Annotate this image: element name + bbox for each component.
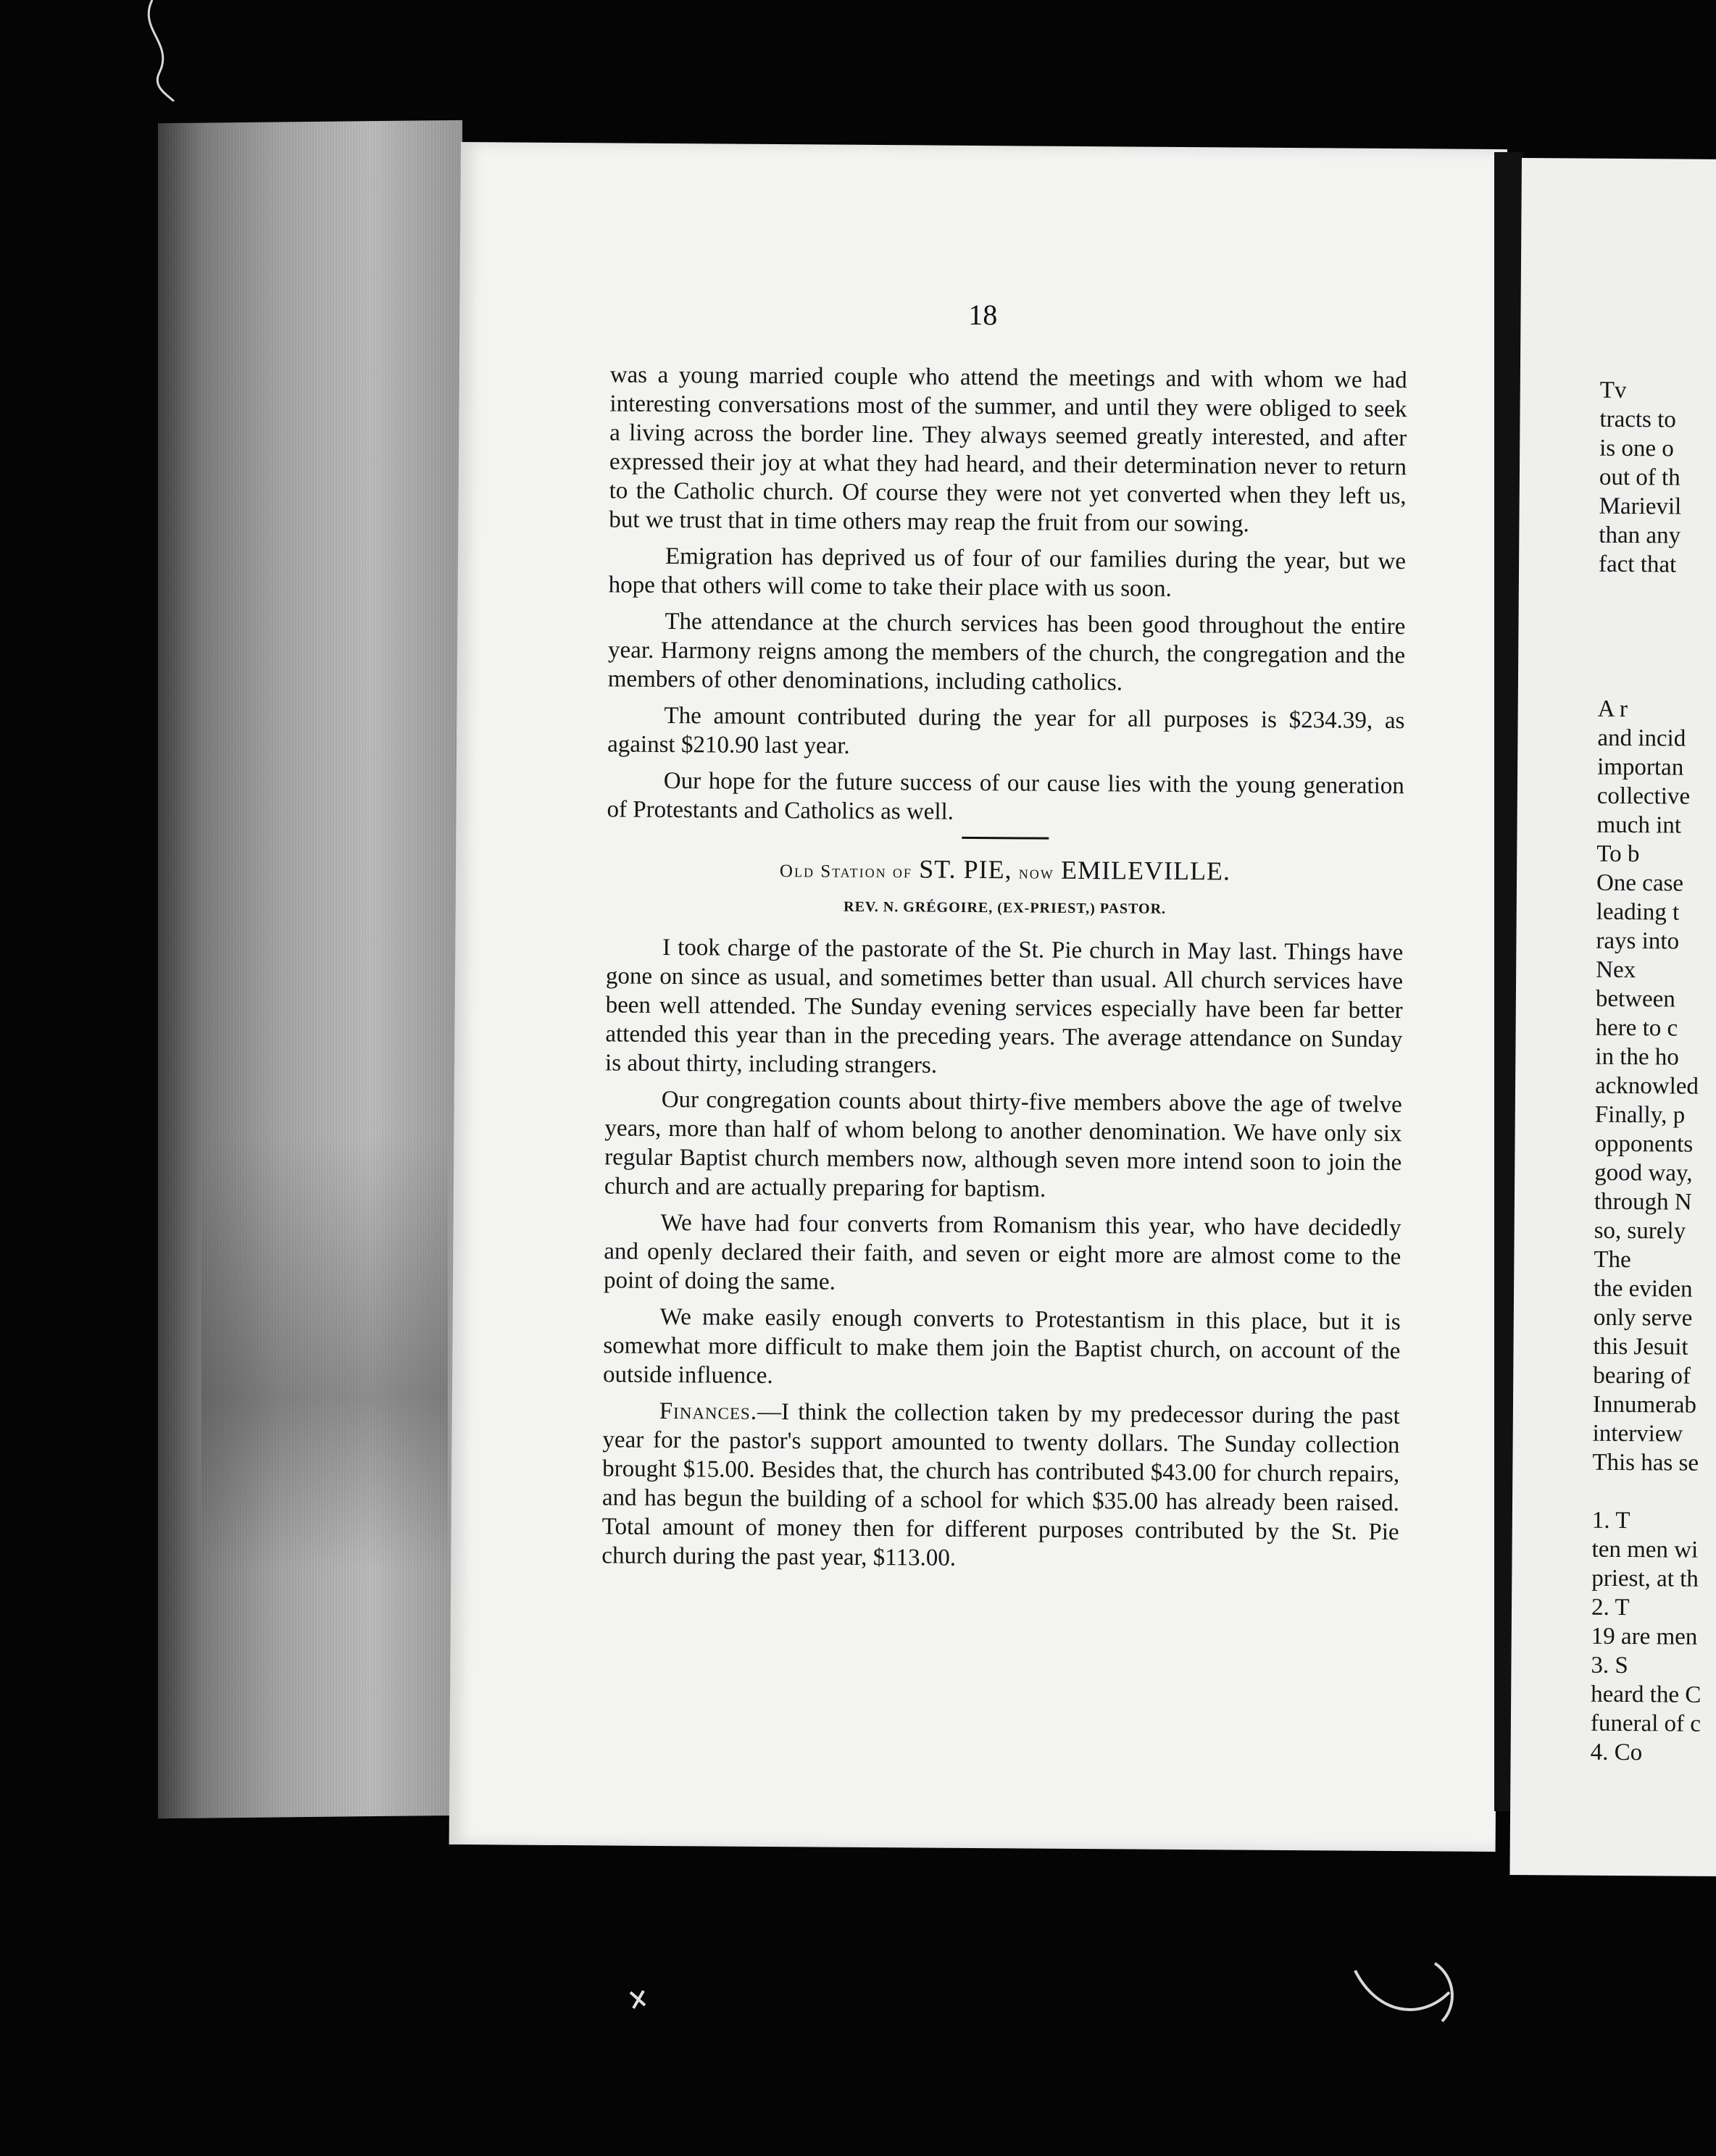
facing-page-line: interview [1592,1420,1683,1447]
facing-page-line: in the ho [1595,1043,1679,1071]
facing-page-line: is one o [1599,435,1674,462]
heading-st-pie: ST. PIE, [919,854,1012,885]
facing-page-line: 2. T [1591,1594,1630,1621]
facing-page-line: Finally, p [1594,1101,1686,1129]
facing-page-line: Marievil [1599,493,1682,520]
facing-page-line: A r [1597,695,1628,723]
facing-page-line [1598,666,1716,696]
facing-page-line: than any [1599,522,1681,549]
facing-page-line: One case [1596,869,1684,897]
paragraph: The attendance at the church services has been good throughout the entire year. Harmony reigns among the members of the church, the congregation and the members of other denominations, including catholics. [607,608,1406,696]
facing-page-line: leading t [1596,898,1680,926]
paragraph: I took charge of the pastorate of the St. Pie church in May last. Things have gone on since as usual, and sometimes better than usual. All church services have been well attended. The Sunday evening services especially have been far better attended this year than in the preceding years. The average attendance on Sunday is about thirty, including strangers. [605,934,1404,1079]
film-speck-bottom [623,1985,652,2014]
facing-page-line: 1. T [1591,1507,1630,1534]
facing-page-line: heard the C [1591,1681,1702,1708]
facing-page-line: priest, at th [1591,1565,1699,1592]
paragraph: The amount contributed during the year for all purposes is $234.39, as against $210.90 last year. [607,702,1405,759]
facing-page-line: ten men wi [1591,1536,1699,1563]
facing-page-line: Tv [1599,377,1627,404]
facing-page-line: Innumerab [1592,1391,1697,1418]
finances-text: —I think the collection taken by my predecessor during the past year for the pastor's support amounted to twenty dollars. The Sunday collection brought $15.00. Besides that, the church has contributed $43.00 for church repairs, and has begun the building of a school for which $35.00 has already been raised. Total amount of money then for different purposes contributed by the St. Pie church during the past year, $113.00. [601,1398,1400,1571]
facing-page-line: out of th [1599,464,1680,491]
facing-page-line: and incid [1597,724,1686,752]
facing-page-line: tracts to [1599,406,1676,433]
paragraph: Our hope for the future success of our cause lies with the young generation of Protestants and Catholics as well. [607,767,1404,825]
section-divider [962,837,1049,840]
facing-page-line: acknowled [1594,1072,1699,1100]
paragraph: We make easily enough converts to Protestantism in this place, but it is somewhat more difficult to make them join the Baptist church, on account of the outside influence. [603,1303,1401,1390]
heading-old-station: Old Station of [779,861,913,882]
book-page-edges [158,120,462,1818]
section-heading [607,852,1404,890]
facing-page-line: so, surely [1594,1217,1686,1245]
finances-paragraph [601,1396,1400,1576]
section-byline: REV. N. GRÉGOIRE, (EX-PRIEST,) PASTOR. [844,898,1167,917]
facing-page-line: the eviden [1593,1275,1693,1303]
book-page-right [1509,158,1716,1876]
facing-page-line: between [1595,985,1675,1013]
facing-page-text [1590,376,1716,1768]
paragraph: Our congregation counts about thirty-five members above the age of twelve years, more than half of whom belong to another denomination. We have only six regular Baptist church members now, although seven more intend soon to join the church and are actually preparing for baptism. [604,1086,1402,1203]
facing-page-line: fact that [1598,551,1677,578]
facing-page-line: 4. Co [1590,1739,1643,1766]
book-page-left [449,142,1507,1852]
facing-page-line: only serve [1593,1304,1693,1332]
facing-page-line [1599,579,1716,609]
facing-page-line: This has se [1592,1449,1699,1476]
film-scratch-bottom-right [1348,1949,1464,2028]
facing-page-line: importan [1597,753,1684,781]
facing-page-line: The [1594,1246,1631,1274]
facing-page-line: collective [1596,782,1691,810]
facing-page-line: bearing of [1593,1362,1691,1390]
film-scratch-top-left [109,0,196,101]
facing-page-line: here to c [1595,1014,1678,1042]
heading-emileville: EMILEVILLE. [1060,855,1231,886]
facing-page-line: much int [1596,811,1682,839]
facing-page-line: Nex [1596,956,1636,984]
facing-page-line [1592,1477,1716,1508]
finances-lead: Finances. [659,1397,758,1425]
paragraph: Emigration has deprived us of four of our families during the year, but we hope that others will come to take their place with us soon. [608,543,1407,602]
facing-page-line: through N [1594,1188,1692,1216]
page-number: 18 [968,298,998,332]
paragraph: We have had four converts from Romanism this year, who have decidedly and openly declared their faith, and seven or eight more are almost come to the point of doing the same. [603,1209,1401,1295]
facing-page-line: 19 are men [1591,1623,1698,1650]
heading-now: now [1018,863,1054,883]
facing-page-line [1598,637,1716,667]
facing-page-line: funeral of c [1590,1710,1702,1737]
facing-page-line: good way, [1594,1159,1693,1187]
facing-page-line: opponents [1594,1130,1694,1158]
facing-page-line: To b [1596,840,1640,868]
facing-page-line: rays into [1596,927,1680,955]
facing-page-line [1598,608,1716,638]
facing-page-line: this Jesuit [1593,1333,1688,1361]
facing-page-line: 3. S [1591,1652,1628,1679]
page-body [601,360,1407,1583]
paragraph: was a young married couple who attend the meetings and with whom we had interesting conversations most of the summer, and until they were obliged to seek a living across the border line. They always seemed greatly interested, and after expressed their joy at what they had heard, and their determination never to return to the Catholic church. Of course they were not yet converted when they left us, but we trust that in time others may reap the fruit from our sowing. [609,362,1407,538]
